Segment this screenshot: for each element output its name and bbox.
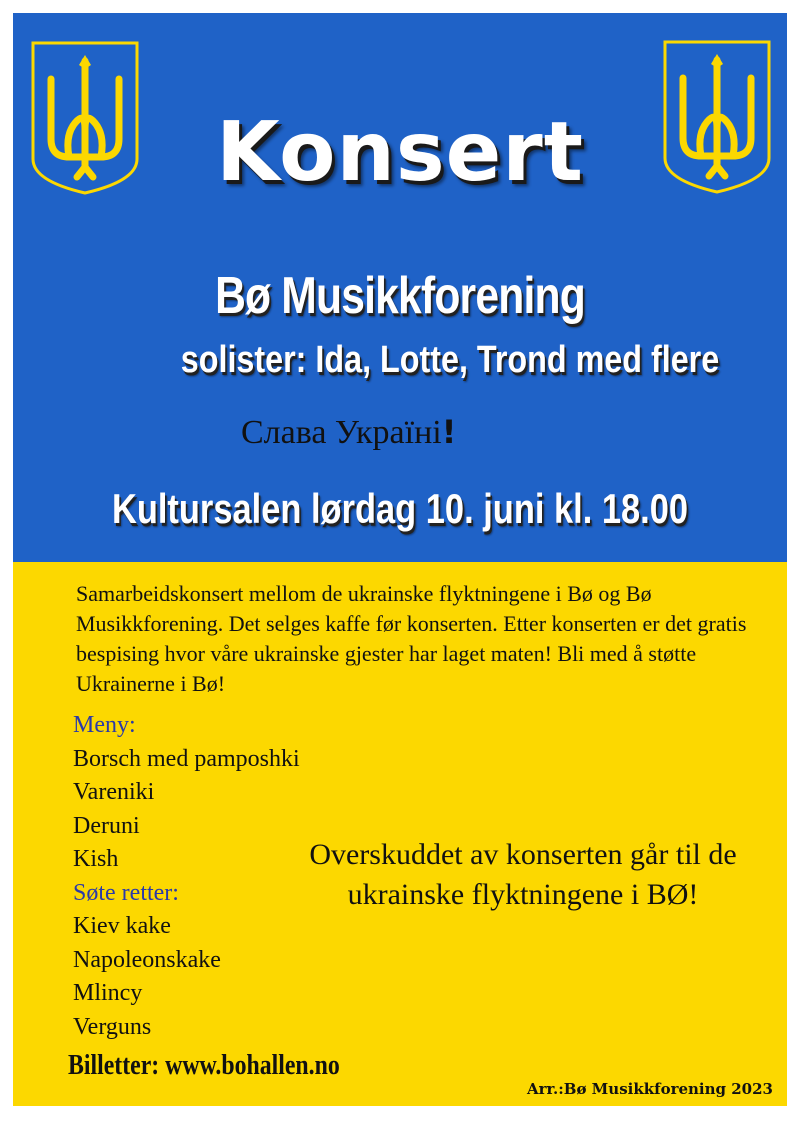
tickets-line: Billetter: www.bohallen.no bbox=[68, 1050, 340, 1081]
menu-item: Deruni bbox=[73, 812, 140, 839]
sweets-item: Verguns bbox=[73, 1013, 152, 1040]
sweets-item: Kiev kake bbox=[73, 913, 171, 939]
menu-item: Vareniki bbox=[73, 779, 155, 805]
sweets-heading: Søte retter: bbox=[73, 879, 179, 906]
arranger-credit: Arr.:Bø Musikkforening 2023 bbox=[526, 1080, 773, 1098]
description-paragraph: Samarbeidskonsert mellom de ukrainske flyktningene i Bø og Bø Musikkforening. Det selges kaffe før konserten. Etter konserten er det gratis bespising hvor våre ukrainske gjester har laget maten! Bli med å støtte Ukrainerne i Bø! bbox=[76, 581, 747, 696]
page-title: Konsert bbox=[216, 105, 584, 200]
slava-exclamation: ! bbox=[441, 413, 457, 451]
sweets-item: Napoleonskake bbox=[73, 946, 221, 973]
soloists-line: solister: Ida, Lotte, Trond med flere bbox=[180, 339, 720, 381]
poster bbox=[13, 13, 787, 1106]
sweets-item: Mlincy bbox=[73, 980, 143, 1006]
organizer-name: Bø Musikkforening bbox=[215, 267, 585, 325]
venue-date-line: Kultursalen lørdag 10. juni kl. 18.00 bbox=[111, 485, 689, 532]
slava-words: Слава Україні bbox=[241, 414, 442, 451]
menu-heading: Meny: bbox=[73, 712, 136, 738]
blue-band bbox=[13, 13, 787, 562]
menu-item: Kish bbox=[73, 846, 119, 872]
surplus-note: Overskuddet av konserten går til de ukrainske flyktningene i BØ! bbox=[309, 838, 737, 911]
menu-item: Borsch med pamposhki bbox=[73, 745, 300, 772]
slava-ukraini-text bbox=[241, 413, 456, 452]
